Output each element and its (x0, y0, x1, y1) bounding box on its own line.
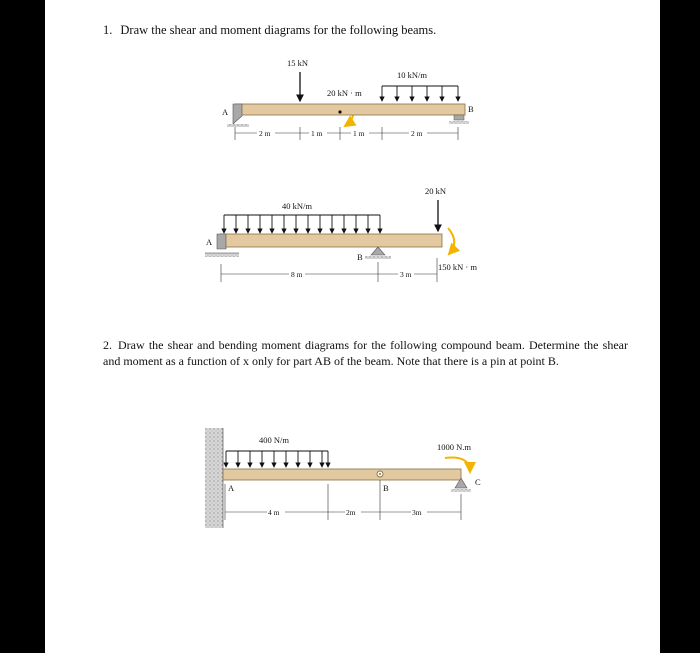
figures-canvas (45, 0, 660, 653)
beam1-moment-label: 20 kN · m (327, 88, 362, 98)
beam2-ground-a (205, 253, 239, 257)
beam3-point-c-label: C (475, 477, 481, 487)
beam3-dim-3: 3m (412, 508, 422, 517)
beam2-moment-label: 150 kN · m (438, 262, 477, 272)
beam3-dist-load-label: 400 N/m (259, 435, 289, 445)
beam1-support-a-label: A (222, 107, 229, 117)
beam3-dist-load-arrows (226, 451, 328, 467)
beam1-beam (235, 104, 465, 115)
beam3-dimension-line (225, 480, 461, 520)
beam2-support-b-label: B (357, 252, 363, 262)
beam1-dim-1: 2 m (259, 129, 271, 138)
beam2-ground-b (365, 256, 391, 259)
beam3-point-b-label: B (383, 483, 389, 493)
beam2-dist-load-label: 40 kN/m (282, 201, 312, 211)
beam1-dim-2: 1 m (311, 129, 323, 138)
beam3-dim-1: 4 m (268, 508, 280, 517)
beam2-dim-1: 8 m (291, 270, 303, 279)
beam-1-figure (222, 58, 474, 140)
beam3-moment-label: 1000 N.m (437, 442, 471, 452)
beam1-dim-4: 2 m (411, 129, 423, 138)
beam2-fixed-support-a (217, 234, 226, 249)
beam1-pin-support-a (233, 104, 242, 124)
beam-2-figure (205, 186, 477, 282)
problem-1-text: Draw the shear and moment diagrams for the following beams. (120, 23, 437, 37)
beam1-moment-point (338, 110, 341, 113)
beam2-moment-arrow (448, 228, 454, 254)
beam2-roller-support-b (371, 247, 385, 255)
beam1-dist-load-label: 10 kN/m (397, 70, 427, 80)
document-page (45, 0, 660, 653)
beam1-point-load-label: 15 kN (287, 58, 309, 68)
beam1-dim-3: 1 m (353, 129, 365, 138)
beam3-dim-2: 2m (346, 508, 356, 517)
beam2-support-a-label: A (206, 237, 213, 247)
beam3-beam (223, 469, 461, 480)
problem-2-number: 2. (103, 338, 112, 352)
beam3-pin-b-center (379, 473, 381, 475)
problem-2-text: Draw the shear and bending moment diagrams for the following compound beam. Determine the shear and moment as a function of x only for part AB of the beam. Note that there is a pin at point B. (103, 338, 628, 368)
beam1-support-b-label: B (468, 104, 474, 114)
beam2-point-load-label: 20 kN (425, 186, 447, 196)
beam2-beam (220, 234, 442, 247)
beam3-wall (205, 428, 223, 528)
beam2-dim-2: 3 m (400, 270, 412, 279)
beam1-dist-load-arrows (382, 86, 458, 101)
beam1-ground-a (227, 124, 249, 127)
beam2-dist-load-arrows (224, 215, 380, 233)
problem-1-number: 1. (103, 23, 113, 37)
beam1-roller-support-b (454, 115, 464, 120)
beam-3-figure (205, 428, 481, 528)
beam3-point-a-label: A (228, 483, 235, 493)
problem-2-statement (103, 337, 628, 369)
beam1-ground-b (449, 121, 469, 124)
beam3-ground-c (451, 489, 471, 492)
